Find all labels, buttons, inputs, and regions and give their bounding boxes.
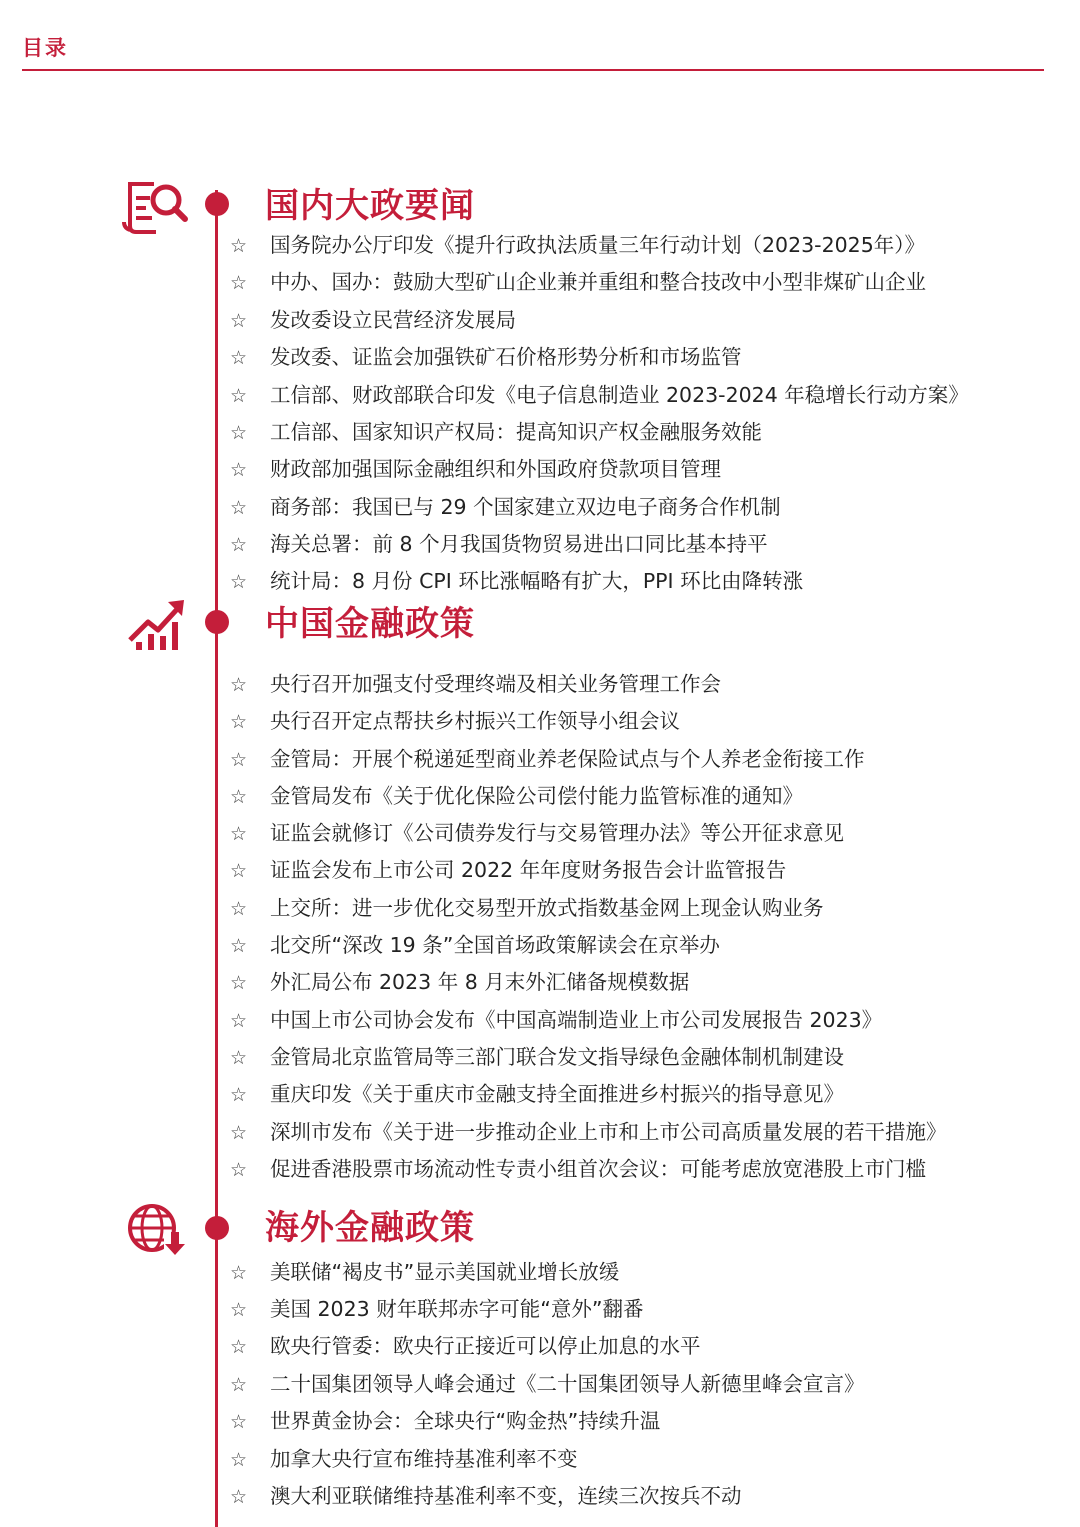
header-divider bbox=[22, 69, 1044, 71]
list-item[interactable]: ☆ 工信部、国家知识产权局：提高知识产权金融服务效能 bbox=[230, 414, 762, 451]
star-icon: ☆ bbox=[230, 1411, 248, 1433]
star-icon: ☆ bbox=[230, 459, 248, 481]
star-icon: ☆ bbox=[230, 385, 248, 407]
list-item[interactable]: ☆ 促进香港股票市场流动性专责小组首次会议：可能考虑放宽港股上市门槛 bbox=[230, 1151, 926, 1188]
timeline-dot bbox=[205, 610, 229, 634]
timeline-dot bbox=[205, 1216, 229, 1240]
list-item[interactable]: ☆ 工信部、财政部联合印发《电子信息制造业 2023-2024 年稳增长行动方案》 bbox=[230, 377, 969, 414]
list-item[interactable]: ☆ 发改委设立民营经济发展局 bbox=[230, 302, 516, 339]
timeline-line bbox=[215, 190, 218, 1527]
list-item[interactable]: ☆ 商务部：我国已与 29 个国家建立双边电子商务合作机制 bbox=[230, 489, 781, 526]
list-item[interactable]: ☆ 发改委、证监会加强铁矿石价格形势分析和市场监管 bbox=[230, 339, 742, 376]
list-item[interactable]: ☆ 证监会发布上市公司 2022 年年度财务报告会计监管报告 bbox=[230, 852, 786, 889]
star-icon: ☆ bbox=[230, 1336, 248, 1358]
star-icon: ☆ bbox=[230, 674, 248, 696]
list-item[interactable]: ☆ 中办、国办：鼓励大型矿山企业兼并重组和整合技改中小型非煤矿山企业 bbox=[230, 264, 926, 301]
star-icon: ☆ bbox=[230, 972, 248, 994]
star-icon: ☆ bbox=[230, 1486, 248, 1508]
star-icon: ☆ bbox=[230, 1047, 248, 1069]
section-title-domestic: 国内大政要闻 bbox=[265, 186, 475, 226]
page-title: 目录 bbox=[22, 36, 68, 60]
document-search-icon bbox=[122, 176, 188, 236]
list-item[interactable]: ☆ 央行召开加强支付受理终端及相关业务管理工作会 bbox=[230, 666, 721, 703]
list-item[interactable]: ☆ 中国上市公司协会发布《中国高端制造业上市公司发展报告 2023》 bbox=[230, 1002, 882, 1039]
timeline-dot bbox=[205, 192, 229, 216]
list-item[interactable]: ☆ 统计局：8 月份 CPI 环比涨幅略有扩大，PPI 环比由降转涨 bbox=[230, 563, 803, 600]
star-icon: ☆ bbox=[230, 272, 248, 294]
list-item[interactable]: ☆ 央行召开定点帮扶乡村振兴工作领导小组会议 bbox=[230, 703, 680, 740]
star-icon: ☆ bbox=[230, 786, 248, 808]
star-icon: ☆ bbox=[230, 422, 248, 444]
star-icon: ☆ bbox=[230, 534, 248, 556]
list-item[interactable]: ☆ 美联储“褐皮书”显示美国就业增长放缓 bbox=[230, 1254, 619, 1291]
star-icon: ☆ bbox=[230, 1010, 248, 1032]
star-icon: ☆ bbox=[230, 1449, 248, 1471]
list-item[interactable]: ☆ 外汇局公布 2023 年 8 月末外汇储备规模数据 bbox=[230, 964, 689, 1001]
star-icon: ☆ bbox=[230, 1084, 248, 1106]
star-icon: ☆ bbox=[230, 1262, 248, 1284]
section-title-overseas-finance: 海外金融政策 bbox=[265, 1208, 475, 1248]
star-icon: ☆ bbox=[230, 310, 248, 332]
star-icon: ☆ bbox=[230, 860, 248, 882]
star-icon: ☆ bbox=[230, 1299, 248, 1321]
star-icon: ☆ bbox=[230, 235, 248, 257]
list-item[interactable]: ☆ 国务院办公厅印发《提升行政执法质量三年行动计划（2023-2025年）》 bbox=[230, 227, 925, 264]
globe-download-icon bbox=[122, 1198, 188, 1258]
list-item[interactable]: ☆ 北交所“深改 19 条”全国首场政策解读会在京举办 bbox=[230, 927, 720, 964]
list-item[interactable]: ☆ 金管局：开展个税递延型商业养老保险试点与个人养老金衔接工作 bbox=[230, 741, 865, 778]
list-item[interactable]: ☆ 加拿大央行宣布维持基准利率不变 bbox=[230, 1441, 578, 1478]
list-item[interactable]: ☆ 欧央行管委：欧央行正接近可以停止加息的水平 bbox=[230, 1328, 701, 1365]
list-item[interactable]: ☆ 世界黄金协会：全球央行“购金热”持续升温 bbox=[230, 1403, 660, 1440]
star-icon: ☆ bbox=[230, 1122, 248, 1144]
list-item[interactable]: ☆ 海关总署：前 8 个月我国货物贸易进出口同比基本持平 bbox=[230, 526, 768, 563]
star-icon: ☆ bbox=[230, 347, 248, 369]
section-title-china-finance: 中国金融政策 bbox=[265, 604, 475, 644]
star-icon: ☆ bbox=[230, 1159, 248, 1181]
list-item[interactable]: ☆ 上交所：进一步优化交易型开放式指数基金网上现金认购业务 bbox=[230, 890, 824, 927]
star-icon: ☆ bbox=[230, 711, 248, 733]
list-item[interactable]: ☆ 财政部加强国际金融组织和外国政府贷款项目管理 bbox=[230, 451, 721, 488]
list-item[interactable]: ☆ 美国 2023 财年联邦赤字可能“意外”翻番 bbox=[230, 1291, 643, 1328]
growth-chart-icon bbox=[122, 592, 188, 652]
list-item[interactable]: ☆ 澳大利亚联储维持基准利率不变，连续三次按兵不动 bbox=[230, 1478, 742, 1515]
list-item[interactable]: ☆ 金管局北京监管局等三部门联合发文指导绿色金融体制机制建设 bbox=[230, 1039, 844, 1076]
list-item[interactable]: ☆ 重庆印发《关于重庆市金融支持全面推进乡村振兴的指导意见》 bbox=[230, 1076, 844, 1113]
star-icon: ☆ bbox=[230, 898, 248, 920]
list-item[interactable]: ☆ 证监会就修订《公司债券发行与交易管理办法》等公开征求意见 bbox=[230, 815, 844, 852]
star-icon: ☆ bbox=[230, 1374, 248, 1396]
star-icon: ☆ bbox=[230, 571, 248, 593]
star-icon: ☆ bbox=[230, 823, 248, 845]
star-icon: ☆ bbox=[230, 497, 248, 519]
list-item[interactable]: ☆ 金管局发布《关于优化保险公司偿付能力监管标准的通知》 bbox=[230, 778, 803, 815]
star-icon: ☆ bbox=[230, 749, 248, 771]
star-icon: ☆ bbox=[230, 935, 248, 957]
list-item[interactable]: ☆ 二十国集团领导人峰会通过《二十国集团领导人新德里峰会宣言》 bbox=[230, 1366, 865, 1403]
list-item[interactable]: ☆ 深圳市发布《关于进一步推动企业上市和上市公司高质量发展的若干措施》 bbox=[230, 1114, 947, 1151]
